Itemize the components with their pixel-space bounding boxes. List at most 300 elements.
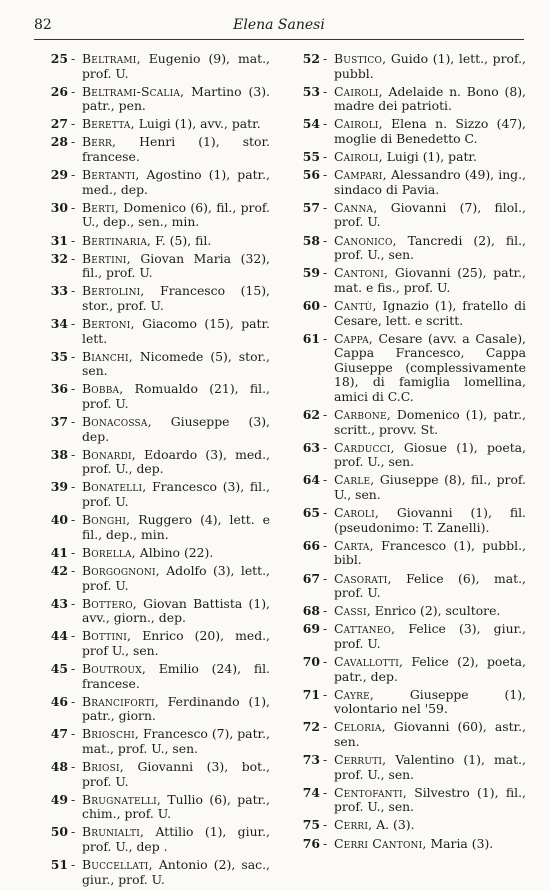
index-entry bbox=[46, 448, 270, 477]
entry-surname: Borella, bbox=[82, 544, 136, 560]
entry-text bbox=[82, 317, 270, 346]
entry-dash: - bbox=[71, 693, 76, 709]
entry-dash: - bbox=[71, 628, 76, 644]
entry-surname: Cerri Cantoni, bbox=[334, 835, 427, 851]
entry-dash: - bbox=[71, 726, 76, 742]
entry-dash: - bbox=[323, 265, 328, 281]
index-entry bbox=[298, 720, 526, 749]
entry-surname: Berr, bbox=[82, 134, 117, 150]
index-entry bbox=[46, 135, 270, 164]
entry-surname: Cantù, bbox=[334, 297, 377, 313]
index-entry bbox=[298, 299, 526, 328]
entry-surname: Centofanti, bbox=[334, 784, 407, 800]
index-entry bbox=[298, 441, 526, 470]
entry-text bbox=[334, 655, 526, 684]
entry-text bbox=[82, 760, 270, 789]
entry-text bbox=[82, 135, 270, 164]
entry-details: Giosue (1), poeta, prof. U., sen. bbox=[334, 439, 526, 470]
entry-details: Enrico (2), scultore. bbox=[370, 603, 501, 619]
entry-text bbox=[334, 201, 526, 230]
index-entry bbox=[46, 85, 270, 114]
index-entry bbox=[46, 350, 270, 379]
entry-number: 58 bbox=[302, 232, 320, 248]
entry-number: 67 bbox=[302, 570, 320, 586]
entry-number: 60 bbox=[302, 297, 320, 313]
entry-details: Giovanni (25), patr., mat. e fis., prof. U. bbox=[334, 265, 526, 295]
entry-number: 49 bbox=[50, 791, 68, 807]
index-entry bbox=[298, 150, 526, 165]
page-header bbox=[34, 15, 524, 40]
entry-dash: - bbox=[71, 250, 76, 266]
entry-surname: Bustico, bbox=[334, 51, 387, 66]
entry-text bbox=[82, 382, 270, 411]
entry-details: Attilio (1), giur., prof. U., dep . bbox=[82, 824, 270, 854]
entry-text bbox=[82, 695, 270, 724]
entry-surname: Canna, bbox=[334, 199, 378, 215]
entry-details: Luigi (1), avv., patr. bbox=[134, 116, 261, 132]
entry-text bbox=[82, 234, 270, 249]
entry-dash: - bbox=[71, 283, 76, 299]
entry-dash: - bbox=[71, 791, 76, 807]
entry-dash: - bbox=[71, 348, 76, 364]
entry-number: 54 bbox=[302, 116, 320, 132]
index-entry bbox=[46, 513, 270, 542]
entry-surname: Beltrami-Scalia, bbox=[82, 83, 185, 99]
entry-number: 73 bbox=[302, 752, 320, 768]
entry-details: Francesco (1), pubbl., bibl. bbox=[334, 537, 526, 568]
index-entry bbox=[46, 317, 270, 346]
entry-surname: Branciforti, bbox=[82, 693, 159, 709]
entry-dash: - bbox=[71, 446, 76, 462]
index-entry bbox=[298, 688, 526, 717]
entry-details: Tullio (6), patr., chim., prof. U. bbox=[82, 791, 270, 822]
entry-number: 55 bbox=[302, 149, 320, 165]
entry-dash: - bbox=[71, 544, 76, 560]
entry-surname: Caroli, bbox=[334, 505, 380, 521]
index-entry bbox=[46, 234, 270, 249]
entry-details: Domenico (6), fil., prof. U., dep., sen., min. bbox=[82, 199, 270, 230]
index-entry bbox=[46, 284, 270, 313]
entry-text bbox=[82, 284, 270, 313]
entry-number: 69 bbox=[302, 621, 320, 637]
entry-number: 72 bbox=[302, 719, 320, 735]
index-entry bbox=[298, 168, 526, 197]
entry-surname: Cayre, bbox=[334, 686, 375, 702]
entry-details: Giuseppe (3), dep. bbox=[82, 414, 270, 444]
entry-dash: - bbox=[71, 512, 76, 528]
entry-surname: Cairoli, bbox=[334, 116, 383, 132]
entry-text bbox=[82, 858, 270, 887]
entry-details: Felice (2), poeta, patr., dep. bbox=[334, 653, 526, 684]
entry-number: 30 bbox=[50, 199, 68, 215]
entry-surname: Briosi, bbox=[82, 759, 124, 775]
entry-dash: - bbox=[323, 407, 328, 423]
entry-surname: Cattaneo, bbox=[334, 621, 396, 637]
index-entry bbox=[46, 382, 270, 411]
index-entry bbox=[46, 168, 270, 197]
index-entry bbox=[298, 818, 526, 833]
entry-number: 32 bbox=[50, 250, 68, 266]
entry-number: 45 bbox=[50, 660, 68, 676]
entry-dash: - bbox=[323, 472, 328, 488]
entry-number: 42 bbox=[50, 562, 68, 578]
entry-details: Giovanni (3), bot., prof. U. bbox=[82, 759, 270, 789]
index-entry bbox=[298, 408, 526, 437]
entry-number: 70 bbox=[302, 653, 320, 669]
entry-number: 62 bbox=[302, 407, 320, 423]
entry-surname: Bobba, bbox=[82, 381, 124, 397]
entry-dash: - bbox=[323, 835, 328, 851]
entry-dash: - bbox=[323, 686, 328, 702]
entry-details: Henri (1), stor. francese. bbox=[82, 134, 270, 165]
entry-surname: Cerri, bbox=[334, 817, 373, 833]
entry-number: 39 bbox=[50, 479, 68, 495]
entry-text bbox=[334, 604, 526, 619]
entry-dash: - bbox=[323, 653, 328, 669]
index-entry bbox=[46, 727, 270, 756]
entry-surname: Bottero, bbox=[82, 595, 137, 611]
entry-dash: - bbox=[323, 297, 328, 313]
entry-details: Giuseppe (8), fil., prof. U., sen. bbox=[334, 472, 526, 503]
entry-surname: Brioschi, bbox=[82, 726, 140, 742]
entry-number: 66 bbox=[302, 537, 320, 553]
entry-text bbox=[334, 539, 526, 568]
index-entry bbox=[298, 266, 526, 295]
entry-text bbox=[82, 727, 270, 756]
entry-number: 74 bbox=[302, 784, 320, 800]
entry-details: Cesare (avv. a Casale), Cappa Francesco, Cappa Giuseppe (complessivamente 18), di famiglia lomellina, amici di C.C. bbox=[334, 330, 526, 404]
entry-details: Nicomede (5), stor., sen. bbox=[82, 348, 270, 379]
running-title: Elena Sanesi bbox=[233, 17, 325, 33]
entry-details: Agostino (1), patr., med., dep. bbox=[82, 167, 270, 197]
entry-number: 59 bbox=[302, 265, 320, 281]
entry-details: Adolfo (3), lett., prof. U. bbox=[82, 562, 270, 593]
entry-text bbox=[334, 720, 526, 749]
entry-details: Romualdo (21), fil., prof. U. bbox=[82, 381, 270, 411]
entry-details: Francesco (15), stor., prof. U. bbox=[82, 283, 270, 313]
entry-details: Guido (1), lett., prof., pubbl. bbox=[334, 51, 526, 81]
entry-details: Giacomo (15), patr. lett. bbox=[82, 316, 270, 346]
entry-number: 27 bbox=[50, 116, 68, 132]
entry-dash: - bbox=[71, 759, 76, 775]
entry-text bbox=[334, 332, 526, 405]
entry-text bbox=[334, 818, 526, 833]
left-column bbox=[46, 52, 270, 891]
entry-details: Edoardo (3), med., prof. U., dep. bbox=[82, 446, 270, 477]
index-entry bbox=[298, 753, 526, 782]
index-entry bbox=[46, 597, 270, 626]
entry-text bbox=[334, 473, 526, 502]
entry-surname: Beltrami, bbox=[82, 51, 141, 66]
entry-dash: - bbox=[323, 83, 328, 99]
entry-dash: - bbox=[71, 116, 76, 132]
entry-details: F. (5), fil. bbox=[151, 232, 212, 248]
entry-number: 35 bbox=[50, 348, 68, 364]
entry-dash: - bbox=[323, 603, 328, 619]
entry-surname: Bianchi, bbox=[82, 348, 133, 364]
entry-dash: - bbox=[323, 330, 328, 346]
entry-surname: Beretta, bbox=[82, 116, 135, 132]
index-entry bbox=[46, 415, 270, 444]
entry-text bbox=[82, 168, 270, 197]
entry-surname: Bertolini, bbox=[82, 283, 145, 299]
entry-surname: Cairoli, bbox=[334, 83, 383, 99]
entry-dash: - bbox=[71, 595, 76, 611]
entry-details: Emilio (24), fil. francese. bbox=[82, 660, 270, 691]
entry-number: 46 bbox=[50, 693, 68, 709]
entry-number: 40 bbox=[50, 512, 68, 528]
entry-dash: - bbox=[71, 562, 76, 578]
entry-dash: - bbox=[71, 134, 76, 150]
index-entry bbox=[298, 655, 526, 684]
entry-dash: - bbox=[323, 116, 328, 132]
entry-text bbox=[334, 572, 526, 601]
entry-number: 48 bbox=[50, 759, 68, 775]
entry-details: Ignazio (1), fratello di Cesare, lett. e scritt. bbox=[334, 297, 526, 328]
index-entry bbox=[46, 52, 270, 81]
entry-number: 41 bbox=[50, 544, 68, 560]
entry-text bbox=[334, 837, 526, 852]
entry-surname: Bertoni, bbox=[82, 316, 135, 331]
entry-dash: - bbox=[71, 316, 76, 331]
entry-text bbox=[334, 441, 526, 470]
entry-text bbox=[334, 506, 526, 535]
entry-surname: Casorati, bbox=[334, 570, 392, 586]
entry-details: Giovanni (7), filol., prof. U. bbox=[334, 199, 526, 230]
entry-number: 31 bbox=[50, 232, 68, 248]
entry-details: Eugenio (9), mat., prof. U. bbox=[82, 51, 270, 81]
index-entry bbox=[298, 332, 526, 405]
entry-details: Giuseppe (1), volontario nel '59. bbox=[334, 686, 526, 717]
entry-surname: Cavallotti, bbox=[334, 653, 404, 669]
index-entry bbox=[46, 564, 270, 593]
entry-dash: - bbox=[323, 752, 328, 768]
entry-text bbox=[334, 753, 526, 782]
entry-text bbox=[82, 564, 270, 593]
entry-surname: Cassi, bbox=[334, 603, 371, 619]
index-entry bbox=[46, 252, 270, 281]
entry-dash: - bbox=[323, 232, 328, 248]
entry-text bbox=[82, 597, 270, 626]
entry-surname: Bonghi, bbox=[82, 512, 131, 528]
entry-number: 64 bbox=[302, 472, 320, 488]
index-entry bbox=[298, 473, 526, 502]
entry-dash: - bbox=[71, 479, 76, 495]
entry-text bbox=[82, 350, 270, 379]
entry-details: Felice (6), mat., prof. U. bbox=[334, 570, 526, 601]
entry-number: 33 bbox=[50, 283, 68, 299]
entry-text bbox=[82, 480, 270, 509]
index-entry bbox=[46, 546, 270, 561]
entry-text bbox=[82, 793, 270, 822]
entry-dash: - bbox=[71, 232, 76, 248]
entry-text bbox=[334, 117, 526, 146]
index-entry bbox=[298, 85, 526, 114]
entry-number: 47 bbox=[50, 726, 68, 742]
entry-text bbox=[334, 234, 526, 263]
entry-number: 65 bbox=[302, 505, 320, 521]
index-entry bbox=[46, 760, 270, 789]
entry-details: Giovanni (60), astr., sen. bbox=[334, 719, 526, 749]
entry-details: Elena n. Sizzo (47), moglie di Benedetto C. bbox=[334, 116, 526, 146]
entry-dash: - bbox=[323, 167, 328, 183]
entry-details: Maria (3). bbox=[426, 835, 494, 851]
entry-surname: Bonardi, bbox=[82, 446, 136, 462]
entry-text bbox=[82, 825, 270, 854]
entry-number: 38 bbox=[50, 446, 68, 462]
entry-dash: - bbox=[323, 570, 328, 586]
entry-surname: Berti, bbox=[82, 199, 119, 215]
index-entry bbox=[46, 695, 270, 724]
entry-dash: - bbox=[323, 817, 328, 833]
entry-surname: Bonatelli, bbox=[82, 479, 147, 495]
entry-surname: Cerruti, bbox=[334, 752, 387, 768]
entry-dash: - bbox=[323, 149, 328, 165]
entry-details: Tancredi (2), fil., prof. U., sen. bbox=[334, 232, 526, 263]
entry-dash: - bbox=[71, 51, 76, 66]
entry-text bbox=[334, 408, 526, 437]
entry-dash: - bbox=[71, 414, 76, 430]
entry-dash: - bbox=[323, 784, 328, 800]
entry-number: 71 bbox=[302, 686, 320, 702]
page-number: 82 bbox=[34, 17, 52, 33]
entry-number: 36 bbox=[50, 381, 68, 397]
entry-surname: Borgognoni, bbox=[82, 562, 160, 578]
entry-dash: - bbox=[71, 381, 76, 397]
entry-dash: - bbox=[323, 439, 328, 455]
entry-dash: - bbox=[323, 537, 328, 553]
entry-surname: Carducci, bbox=[334, 439, 395, 455]
entry-details: Valentino (1), mat., prof. U., sen. bbox=[334, 752, 526, 782]
entry-dash: - bbox=[71, 660, 76, 676]
entry-surname: Cantoni, bbox=[334, 265, 389, 281]
entry-surname: Carle, bbox=[334, 472, 375, 488]
index-entry bbox=[298, 572, 526, 601]
entry-dash: - bbox=[323, 199, 328, 215]
entry-text bbox=[82, 513, 270, 542]
entry-text bbox=[334, 85, 526, 114]
entry-details: Giovan Battista (1), avv., giorn., dep. bbox=[82, 595, 270, 626]
entry-text bbox=[334, 266, 526, 295]
entry-text bbox=[334, 786, 526, 815]
index-entry bbox=[46, 117, 270, 132]
entry-text bbox=[82, 415, 270, 444]
index-entry bbox=[46, 825, 270, 854]
entry-details: Felice (3), giur., prof. U. bbox=[334, 621, 526, 651]
index-entry bbox=[298, 201, 526, 230]
entry-surname: Celoria, bbox=[334, 719, 386, 735]
entry-surname: Boutroux, bbox=[82, 660, 146, 676]
entry-text bbox=[82, 546, 270, 561]
index-entry bbox=[298, 604, 526, 619]
entry-surname: Bonacossa, bbox=[82, 414, 152, 430]
index-entry bbox=[46, 662, 270, 691]
entry-text bbox=[82, 52, 270, 81]
entry-number: 61 bbox=[302, 330, 320, 346]
entry-text bbox=[334, 168, 526, 197]
entry-details: Enrico (20), med., prof U., sen. bbox=[82, 628, 270, 658]
entry-details: Albino (22). bbox=[135, 544, 214, 560]
entry-surname: Bottini, bbox=[82, 628, 132, 644]
entry-surname: Campari, bbox=[334, 167, 387, 183]
entry-details: Silvestro (1), fil., prof. U., sen. bbox=[334, 784, 526, 815]
right-column bbox=[298, 52, 526, 855]
entry-number: 43 bbox=[50, 595, 68, 611]
index-entry bbox=[298, 837, 526, 852]
entry-dash: - bbox=[71, 824, 76, 840]
entry-number: 34 bbox=[50, 316, 68, 331]
entry-details: Giovan Maria (32), fil., prof. U. bbox=[82, 250, 270, 281]
index-entry bbox=[298, 117, 526, 146]
entry-text bbox=[82, 252, 270, 281]
entry-surname: Bertini, bbox=[82, 250, 131, 266]
entry-number: 44 bbox=[50, 628, 68, 644]
entry-text bbox=[82, 448, 270, 477]
index-entry bbox=[298, 506, 526, 535]
entry-number: 57 bbox=[302, 199, 320, 215]
entry-text bbox=[82, 662, 270, 691]
entry-number: 28 bbox=[50, 134, 68, 150]
entry-surname: Carbone, bbox=[334, 407, 391, 423]
entry-details: Francesco (3), fil., prof. U. bbox=[82, 479, 270, 510]
index-entry bbox=[298, 234, 526, 263]
entry-number: 52 bbox=[302, 51, 320, 66]
entry-details: Antonio (2), sac., giur., prof. U. bbox=[82, 857, 270, 887]
index-entry bbox=[298, 52, 526, 81]
index-entry bbox=[46, 793, 270, 822]
entry-dash: - bbox=[323, 505, 328, 521]
entry-details: Luigi (1), patr. bbox=[382, 149, 477, 165]
entry-number: 68 bbox=[302, 603, 320, 619]
entry-number: 37 bbox=[50, 414, 68, 430]
entry-surname: Cappa, bbox=[334, 330, 373, 346]
entry-dash: - bbox=[323, 621, 328, 637]
entry-details: Adelaide n. Bono (8), madre dei patrioti. bbox=[334, 83, 526, 114]
entry-dash: - bbox=[323, 51, 328, 66]
entry-text bbox=[334, 622, 526, 651]
entry-surname: Canonico, bbox=[334, 232, 397, 248]
entry-number: 56 bbox=[302, 167, 320, 183]
entry-text bbox=[82, 201, 270, 230]
entry-dash: - bbox=[71, 199, 76, 215]
entry-details: Giovanni (1), fil. (pseudonimo: T. Zanelli). bbox=[334, 505, 526, 535]
entry-number: 29 bbox=[50, 167, 68, 183]
entry-dash: - bbox=[71, 167, 76, 183]
entry-dash: - bbox=[71, 857, 76, 873]
entry-surname: Bertanti, bbox=[82, 167, 140, 183]
entry-number: 26 bbox=[50, 83, 68, 99]
entry-number: 53 bbox=[302, 83, 320, 99]
entry-text bbox=[334, 299, 526, 328]
entry-details: A. (3). bbox=[372, 817, 415, 833]
entry-number: 25 bbox=[50, 51, 68, 66]
entry-details: Alessandro (49), ing., sindaco di Pavia. bbox=[334, 167, 526, 197]
index-entry bbox=[298, 539, 526, 568]
entry-text bbox=[334, 150, 526, 165]
entry-details: Francesco (7), patr., mat., prof. U., sen. bbox=[82, 726, 270, 756]
entry-details: Ruggero (4), lett. e fil., dep., min. bbox=[82, 512, 270, 542]
index-entry bbox=[298, 786, 526, 815]
index-entry bbox=[46, 858, 270, 887]
entry-text bbox=[334, 52, 526, 81]
entry-surname: Carta, bbox=[334, 537, 374, 553]
entry-surname: Bertinaria, bbox=[82, 232, 152, 248]
index-entry bbox=[46, 629, 270, 658]
entry-number: 63 bbox=[302, 439, 320, 455]
entry-details: Domenico (1), patr., scritt., provv. St. bbox=[334, 407, 526, 437]
index-entry bbox=[46, 480, 270, 509]
entry-surname: Brunialti, bbox=[82, 824, 145, 840]
